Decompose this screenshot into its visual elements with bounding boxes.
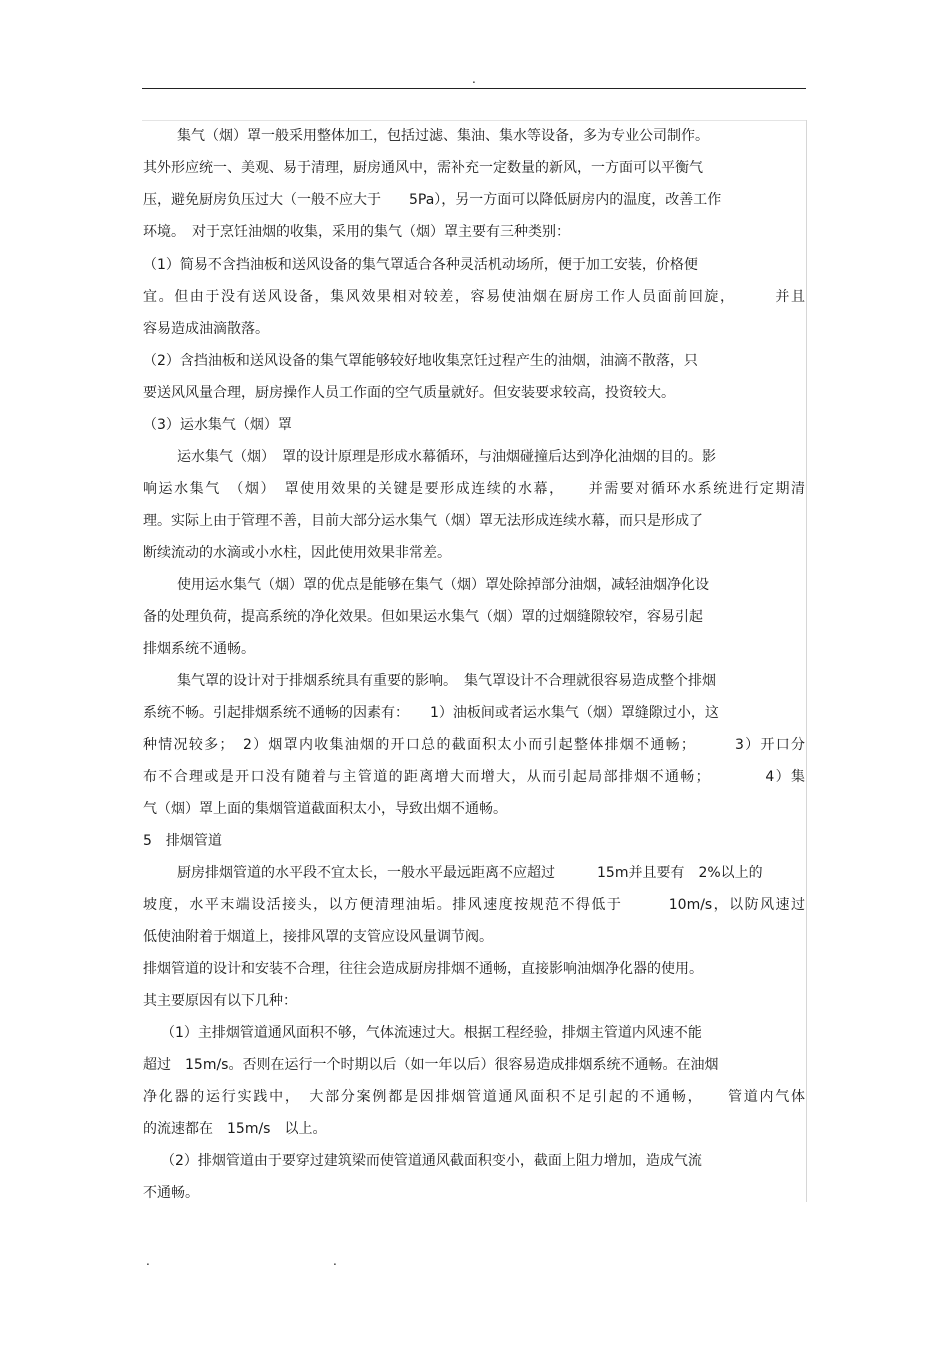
paragraph-line: （1）主排烟管道通风面积不够，气体流速过大。根据工程经验，排烟主管道内风速不能 [161, 1025, 702, 1041]
paragraph-line: 排烟管道的设计和安装不合理，往往会造成厨房排烟不通畅，直接影响油烟净化器的使用。 [143, 961, 703, 977]
paragraph-line: 净化器的运行实践中， 大部分案例都是因排烟管道通风面积不足引起的不通畅， 管道内气体 [143, 1089, 805, 1105]
paragraph-line: 其外形应统一、美观、易于清理，厨房通风中，需补充一定数量的新风，一方面可以平衡气 [143, 160, 703, 176]
paragraph-line: （3）运水集气（烟）罩 [143, 417, 292, 433]
paragraph-line: 理。实际上由于管理不善，目前大部分运水集气（烟）罩无法形成连续水幕，而只是形成了 [143, 513, 703, 529]
paragraph-line: 运水集气（烟） 罩的设计原理是形成水幕循环，与油烟碰撞后达到净化油烟的目的。影 [177, 449, 716, 465]
paragraph-line: 排烟系统不通畅。 [143, 641, 255, 657]
footer-dot-left: . [146, 1254, 150, 1268]
paragraph-line: 坡度，水平末端设活接头，以方便清理油垢。排风速度按规范不得低于 10m/s，以防风速过 [143, 897, 805, 913]
paragraph-line: （1）简易不含挡油板和送风设备的集气罩适合各种灵活机动场所，便于加工安装，价格便 [143, 257, 698, 273]
paragraph-line: 集气罩的设计对于排烟系统具有重要的影响。 集气罩设计不合理就很容易造成整个排烟 [177, 673, 716, 689]
paragraph-line: （2）含挡油板和送风设备的集气罩能够较好地收集烹饪过程产生的油烟，油滴不散落，只 [143, 353, 698, 369]
paragraph-line: 低使油附着于烟道上，接排风罩的支管应设风量调节阀。 [143, 929, 493, 945]
paragraph-line: 断续流动的水滴或小水柱，因此使用效果非常差。 [143, 545, 451, 561]
paragraph-line: 响运水集气 （烟） 罩使用效果的关键是要形成连续的水幕， 并需要对循环水系统进行定期清 [143, 481, 805, 497]
paragraph-line: 的流速都在 15m/s 以上。 [143, 1121, 327, 1137]
paragraph-line: 厨房排烟管道的水平段不宜太长，一般水平最远距离不应超过 15m并且要有 2%以上的 [177, 865, 763, 881]
paragraph-line: 不通畅。 [143, 1185, 199, 1201]
header-rule [142, 88, 806, 89]
paragraph-line: 其主要原因有以下几种： [143, 993, 297, 1009]
header-dot: . [472, 72, 476, 86]
paragraph-line: 备的处理负荷，提高系统的净化效果。但如果运水集气（烟）罩的过烟缝隙较窄，容易引起 [143, 609, 703, 625]
paragraph-line: 种情况较多； 2）烟罩内收集油烟的开口总的截面积太小而引起整体排烟不通畅； 3）开口分 [143, 737, 805, 753]
paragraph-line: 容易造成油滴散落。 [143, 321, 269, 337]
section-heading: 5 排烟管道 [143, 833, 222, 849]
paragraph-line: 使用运水集气（烟）罩的优点是能够在集气（烟）罩处除掉部分油烟，减轻油烟净化设 [177, 577, 709, 593]
paragraph-line: （2）排烟管道由于要穿过建筑梁而使管道通风截面积变小，截面上阻力增加，造成气流 [161, 1153, 702, 1169]
paragraph-line: 集气（烟）罩一般采用整体加工，包括过滤、集油、集水等设备，多为专业公司制作。 [177, 128, 709, 144]
paragraph-line: 布不合理或是开口没有随着与主管道的距离增大而增大，从而引起局部排烟不通畅； 4）集 [143, 769, 805, 785]
footer-dot-right: . [333, 1254, 337, 1268]
paragraph-line: 气（烟）罩上面的集烟管道截面积太小，导致出烟不通畅。 [143, 801, 507, 817]
paragraph-line: 环境。 对于烹饪油烟的收集，采用的集气（烟）罩主要有三种类别： [143, 224, 570, 240]
paragraph-line: 系统不畅。引起排烟系统不通畅的因素有： 1）油板间或者运水集气（烟）罩缝隙过小，这 [143, 705, 719, 721]
paragraph-line: 要送风风量合理，厨房操作人员工作面的空气质量就好。但安装要求较高，投资较大。 [143, 385, 675, 401]
paragraph-line: 压，避免厨房负压过大（一般不应大于 5Pa），另一方面可以降低厨房内的温度，改善工作 [143, 192, 722, 208]
paragraph-line: 宜。但由于没有送风设备，集风效果相对较差，容易使油烟在厨房工作人员面前回旋， 并且 [143, 289, 805, 305]
text-frame-top [142, 120, 806, 121]
paragraph-line: 超过 15m/s。否则在运行一个时期以后（如一年以后）很容易造成排烟系统不通畅。在油烟 [143, 1057, 719, 1073]
